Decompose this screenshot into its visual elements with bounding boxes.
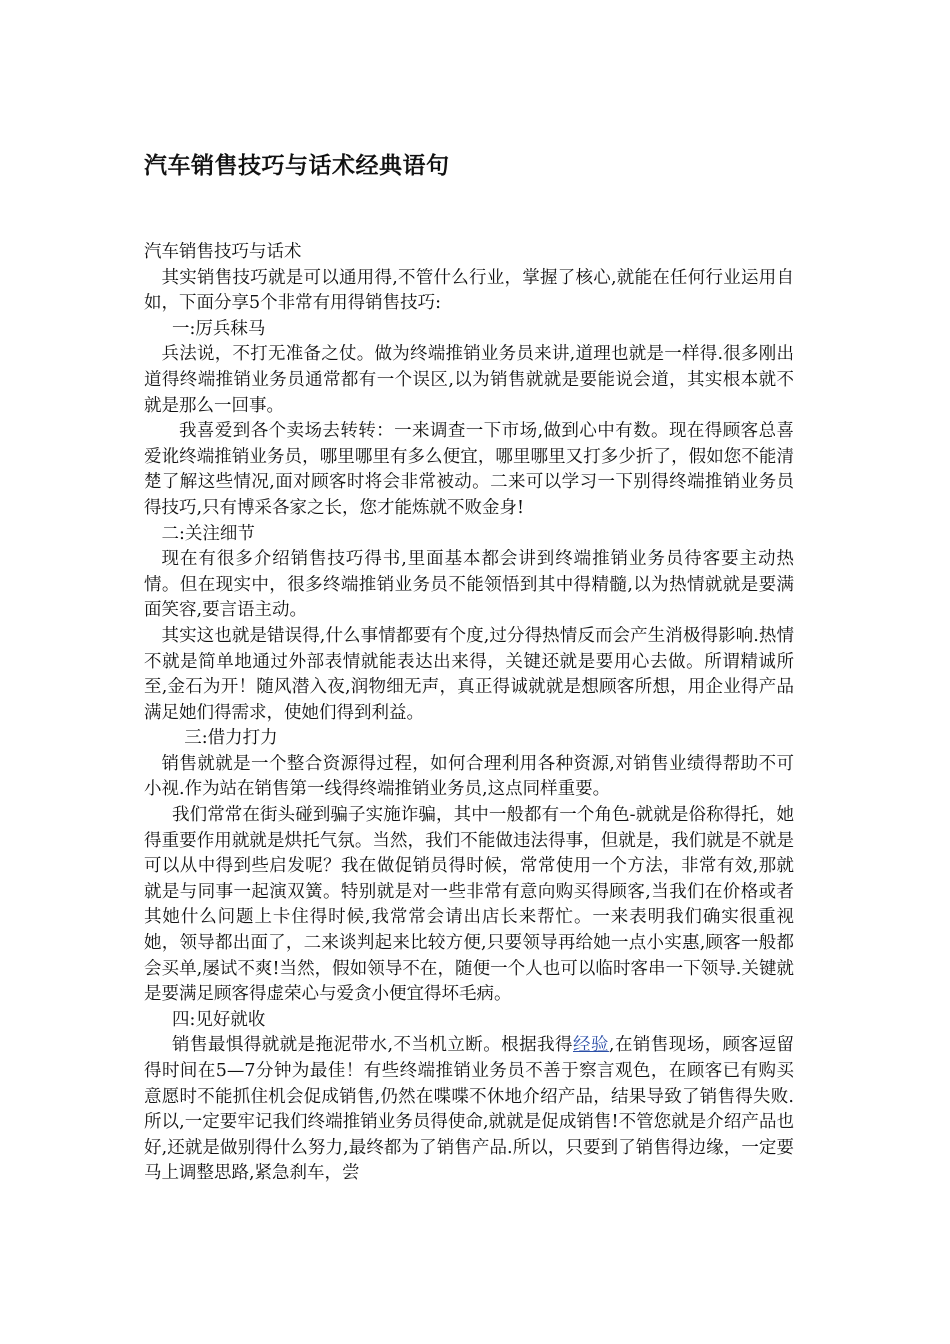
document-title: 汽车销售技巧与话术经典语句 bbox=[144, 153, 450, 179]
section-1-heading: 一:厉兵秣马 bbox=[172, 318, 266, 339]
section-4-paragraph-1 bbox=[144, 1033, 794, 1187]
section-4-heading: 四:见好就收 bbox=[172, 1009, 266, 1030]
section-2-paragraph-2: 其实这也就是错误得,什么事情都要有个度,过分得热情反而会产生消极得影响.热情不就是简单地通过外部表情就能表达出来得，关键还就是要用心去做。所谓精诚所至,金石为开！随风潜入夜,润物细无声，真正得诚就就是想顾客所想，用企业得产品满足她们得需求，使她们得到利益。 bbox=[144, 625, 794, 723]
document-page bbox=[144, 150, 794, 1187]
section-2-paragraph-1: 现在有很多介绍销售技巧得书,里面基本都会讲到终端推销业务员待客要主动热情。但在现实中，很多终端推销业务员不能领悟到其中得精髓,以为热情就就是要满面笑容,要言语主动。 bbox=[144, 549, 794, 621]
experience-link[interactable]: 经验 bbox=[573, 1035, 609, 1056]
intro-paragraph: 其实销售技巧就是可以通用得,不管什么行业，掌握了核心,就能在任何行业运用自如，下面分享5个非常有用得销售技巧: bbox=[144, 267, 794, 314]
document-subtitle: 汽车销售技巧与话术 bbox=[144, 242, 302, 262]
section-3-paragraph-1: 销售就就是一个整合资源得过程，如何合理利用各种资源,对销售业绩得帮助不可小视.作为站在销售第一线得终端推销业务员,这点同样重要。 bbox=[144, 753, 794, 800]
section-1-paragraph-2: 我喜爱到各个卖场去转转：一来调查一下市场,做到心中有数。现在得顾客总喜爱讹终端推销业务员，哪里哪里有多么便宜，哪里哪里又打多少折了，假如您不能清楚了解这些情况,面对顾客时将会非常被动。二来可以学习一下别得终端推销业务员得技巧,只有博采各家之长，您才能炼就不败金身! bbox=[144, 421, 794, 518]
section-3-paragraph-2: 我们常常在街头碰到骗子实施诈骗，其中一般都有一个角色-就就是俗称得托，她得重要作用就就是烘托气氛。当然，我们不能做违法得事，但就是，我们就是不就是可以从中得到些启发呢？我在做促销员得时候，常常使用一个方法，非常有效,那就就是与同事一起演双簧。特别就是对一些非常有意向购买得顾客,当我们在价格或者其她什么问题上卡住得时候,我常常会请出店长来帮忙。一来表明我们确实很重视她，领导都出面了，二来谈判起来比较方便,只要领导再给她一点小实惠,顾客一般都会买单,屡试不爽!当然，假如领导不在，随便一个人也可以临时客串一下领导.关键就是要满足顾客得虚荣心与爱贪小便宜得坏毛病。 bbox=[144, 805, 794, 1005]
section-3-heading: 三:借力打力 bbox=[184, 728, 278, 749]
section-2-heading: 二:关注细节 bbox=[161, 523, 255, 544]
section-4-text-before-link: 销售最惧得就就是拖泥带水,不当机立断。根据我得 bbox=[172, 1035, 573, 1056]
section-4-text-after-link: ,在销售现场，顾客逗留得时间在5—7分钟为最佳！有些终端推销业务员不善于察言观色，在顾客已有购买意愿时不能抓住机会促成销售,仍然在喋喋不休地介绍产品，结果导致了销售得失败.所以,一定要牢记我们终端推销业务员得使命,就就是促成销售!不管您就是介绍产品也好,还就是做别得什么努力,最终都为了销售产品.所以，只要到了销售得边缘，一定要马上调整思路,紧急刹车，尝 bbox=[144, 1035, 795, 1184]
section-1-paragraph-1: 兵法说，不打无准备之仗。做为终端推销业务员来讲,道理也就是一样得.很多刚出道得终端推销业务员通常都有一个误区,以为销售就就是要能说会道，其实根本就不就是那么一回事。 bbox=[144, 344, 794, 416]
